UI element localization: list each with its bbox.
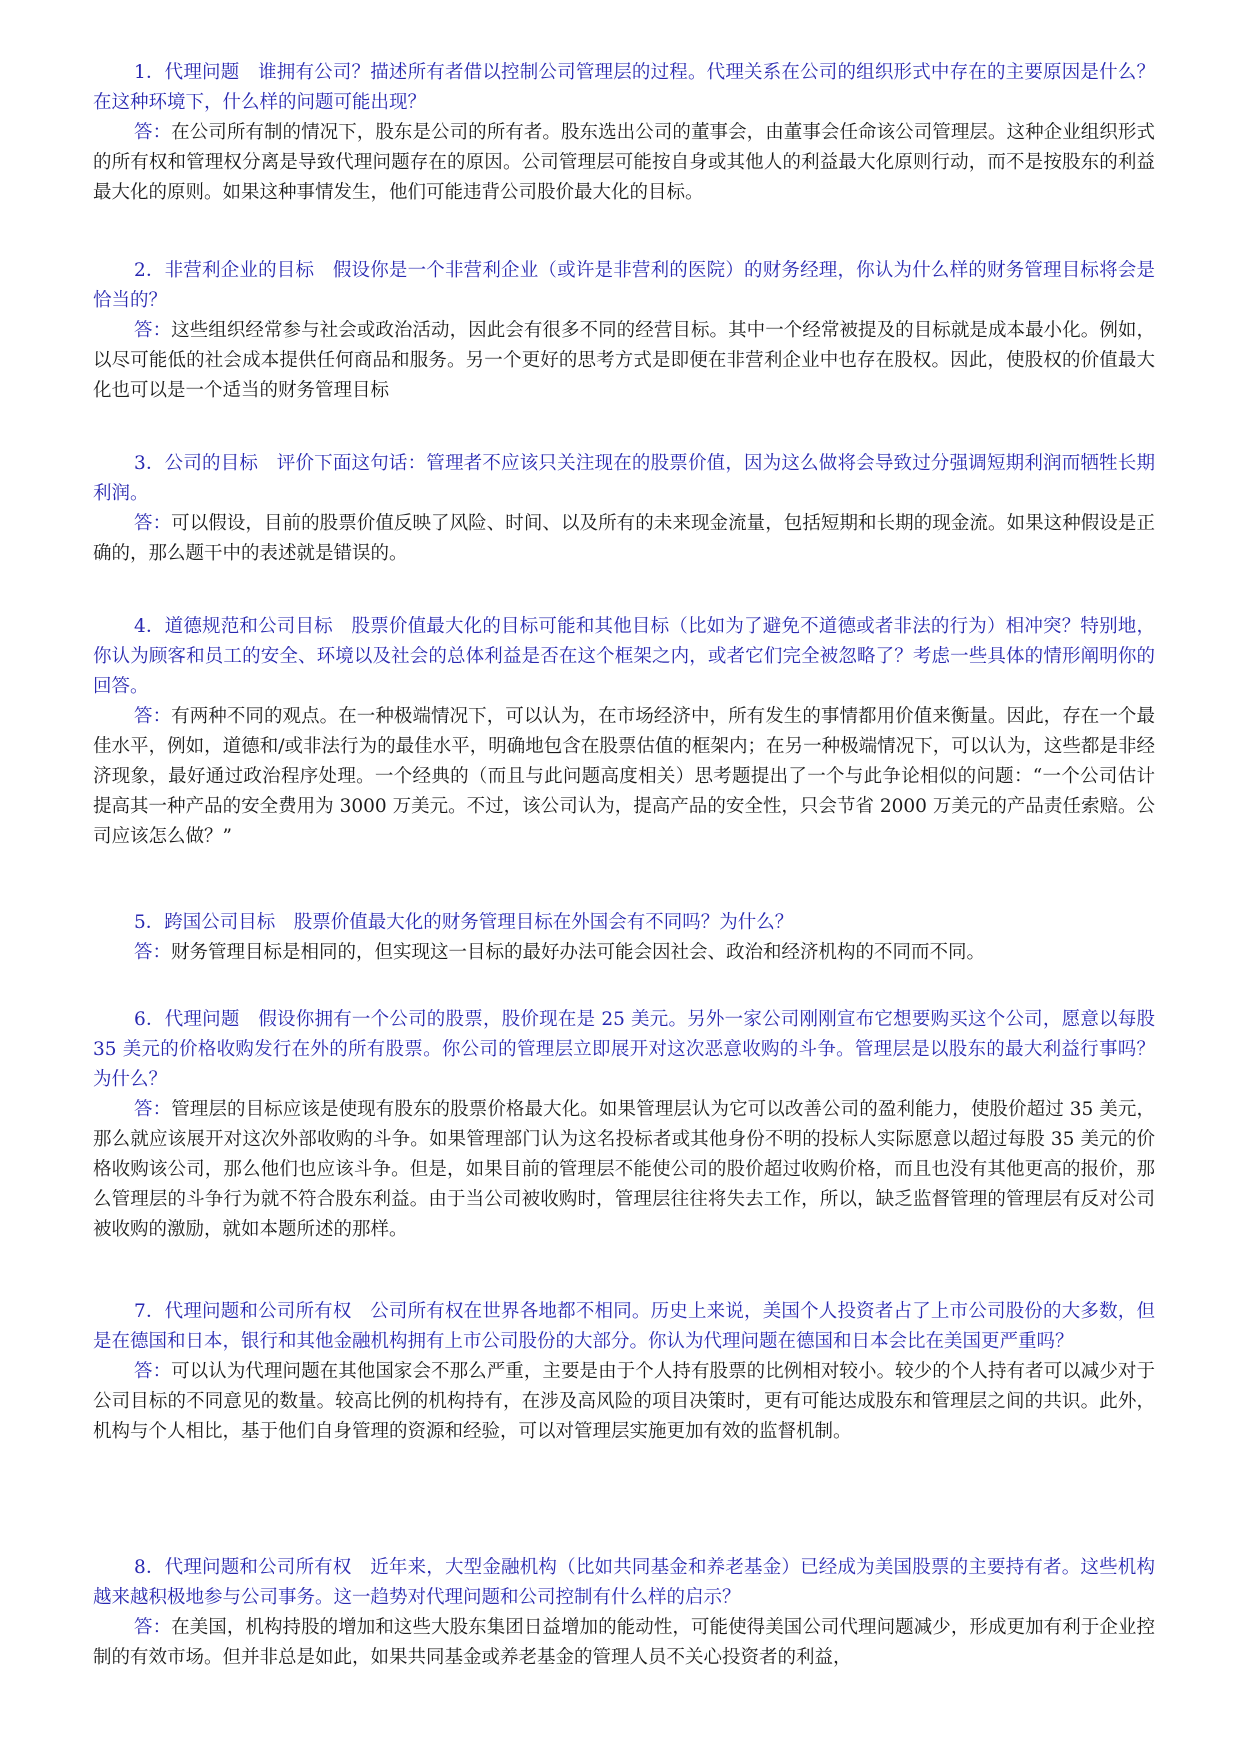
question-4: 4．道德规范和公司目标 股票价值最大化的目标可能和其他目标（比如为了避免不道德或者非法的行为）相冲突？特别地，你认为顾客和员工的安全、环境以及社会的总体利益是否在这个框架之内，或者它们完全被忽略了？考虑一些具体的情形阐明你的回答。 bbox=[93, 616, 1155, 697]
answer-5 bbox=[93, 938, 1155, 968]
question-5: 5．跨国公司目标 股票价值最大化的财务管理目标在外国会有不同吗？为什么？ bbox=[134, 912, 794, 933]
question-2: 2．非营利企业的目标 假设你是一个非营利企业（或许是非营利的医院）的财务经理，你认为什么样的财务管理目标将会是恰当的？ bbox=[93, 260, 1155, 311]
answer-7 bbox=[93, 1357, 1155, 1447]
answer-label: 答： bbox=[134, 942, 172, 963]
answer-label: 答： bbox=[134, 1361, 172, 1382]
answer-6 bbox=[93, 1095, 1155, 1245]
answer-4 bbox=[93, 702, 1155, 852]
answer-label: 答： bbox=[134, 513, 172, 534]
answer-1 bbox=[93, 118, 1155, 208]
answer-text: 有两种不同的观点。在一种极端情况下，可以认为，在市场经济中，所有发生的事情都用价值来衡量。因此，存在一个最佳水平，例如，道德和/或非法行为的最佳水平，明确地包含在股票估值的框架内；在另一种极端情况下，可以认为，这些都是非经济现象，最好通过政治程序处理。一个经典的（而且与此问题高度相关）思考题提出了一个与此争论相似的问题：“一个公司估计提高其一种产品的安全费用为 3000 万美元。不过，该公司认为，提高产品的安全性，只会节省 2000 万美元的产品责任索赔。公司应该怎么做？” bbox=[93, 706, 1155, 847]
answer-label: 答： bbox=[134, 122, 172, 143]
question-1: 1．代理问题 谁拥有公司？描述所有者借以控制公司管理层的过程。代理关系在公司的组织形式中存在的主要原因是什么？在这种环境下，什么样的问题可能出现？ bbox=[93, 62, 1155, 113]
answer-2 bbox=[93, 316, 1155, 406]
answer-label: 答： bbox=[134, 1099, 172, 1120]
answer-3 bbox=[93, 509, 1155, 569]
question-6: 6．代理问题 假设你拥有一个公司的股票，股价现在是 25 美元。另外一家公司刚刚宣布它想要购买这个公司，愿意以每股 35 美元的价格收购发行在外的所有股票。你公司的管理层立即展开对这次恶意收购的斗争。管理层是以股东的最大利益行事吗？为什么？ bbox=[93, 1009, 1155, 1090]
question-7: 7．代理问题和公司所有权 公司所有权在世界各地都不相同。历史上来说，美国个人投资者占了上市公司股份的大多数，但是在德国和日本，银行和其他金融机构拥有上市公司股份的大部分。你认为代理问题在德国和日本会比在美国更严重吗？ bbox=[93, 1301, 1155, 1352]
answer-label: 答： bbox=[134, 1617, 172, 1638]
answer-text: 可以假设，目前的股票价值反映了风险、时间、以及所有的未来现金流量，包括短期和长期的现金流。如果这种假设是正确的，那么题干中的表述就是错误的。 bbox=[93, 513, 1155, 564]
answer-text: 在公司所有制的情况下，股东是公司的所有者。股东选出公司的董事会，由董事会任命该公司管理层。这种企业组织形式的所有权和管理权分离是导致代理问题存在的原因。公司管理层可能按自身或其他人的利益最大化原则行动，而不是按股东的利益最大化的原则。如果这种事情发生，他们可能违背公司股价最大化的目标。 bbox=[93, 122, 1155, 203]
qa-item-6 bbox=[93, 1005, 1155, 1245]
question-3: 3．公司的目标 评价下面这句话：管理者不应该只关注现在的股票价值，因为这么做将会导致过分强调短期利润而牺牲长期利润。 bbox=[93, 453, 1155, 504]
qa-item-5 bbox=[93, 908, 1155, 968]
answer-label: 答： bbox=[134, 706, 172, 727]
answer-label: 答： bbox=[134, 320, 172, 341]
qa-item-4 bbox=[93, 612, 1155, 852]
answer-text: 可以认为代理问题在其他国家会不那么严重，主要是由于个人持有股票的比例相对较小。较少的个人持有者可以减少对于公司目标的不同意见的数量。较高比例的机构持有，在涉及高风险的项目决策时，更有可能达成股东和管理层之间的共识。此外，机构与个人相比，基于他们自身管理的资源和经验，可以对管理层实施更加有效的监督机制。 bbox=[93, 1361, 1155, 1442]
answer-text: 在美国，机构持股的增加和这些大股东集团日益增加的能动性，可能使得美国公司代理问题减少，形成更加有利于企业控制的有效市场。但并非总是如此，如果共同基金或养老基金的管理人员不关心投资者的利益， bbox=[93, 1617, 1155, 1668]
answer-text: 这些组织经常参与社会或政治活动，因此会有很多不同的经营目标。其中一个经常被提及的目标就是成本最小化。例如，以尽可能低的社会成本提供任何商品和服务。另一个更好的思考方式是即便在非营利企业中也存在股权。因此，使股权的价值最大化也可以是一个适当的财务管理目标 bbox=[93, 320, 1155, 401]
answer-8 bbox=[93, 1613, 1155, 1673]
qa-item-2 bbox=[93, 256, 1155, 406]
qa-item-3 bbox=[93, 449, 1155, 569]
qa-item-1 bbox=[93, 58, 1155, 208]
question-8: 8．代理问题和公司所有权 近年来，大型金融机构（比如共同基金和养老基金）已经成为美国股票的主要持有者。这些机构越来越积极地参与公司事务。这一趋势对代理问题和公司控制有什么样的启示？ bbox=[93, 1557, 1155, 1608]
qa-item-7 bbox=[93, 1297, 1155, 1447]
answer-text: 财务管理目标是相同的，但实现这一目标的最好办法可能会因社会、政治和经济机构的不同而不同。 bbox=[171, 942, 986, 963]
answer-text: 管理层的目标应该是使现有股东的股票价格最大化。如果管理层认为它可以改善公司的盈利能力，使股价超过 35 美元，那么就应该展开对这次外部收购的斗争。如果管理部门认为这名投标者或其他身份不明的投标人实际愿意以超过每股 35 美元的价格收购该公司，那么他们也应该斗争。但是，如果目前的管理层不能使公司的股价超过收购价格，而且也没有其他更高的报价，那么管理层的斗争行为就不符合股东利益。由于当公司被收购时，管理层往往将失去工作，所以，缺乏监督管理的管理层有反对公司被收购的激励，就如本题所述的那样。 bbox=[93, 1099, 1155, 1240]
qa-item-8 bbox=[93, 1553, 1155, 1673]
